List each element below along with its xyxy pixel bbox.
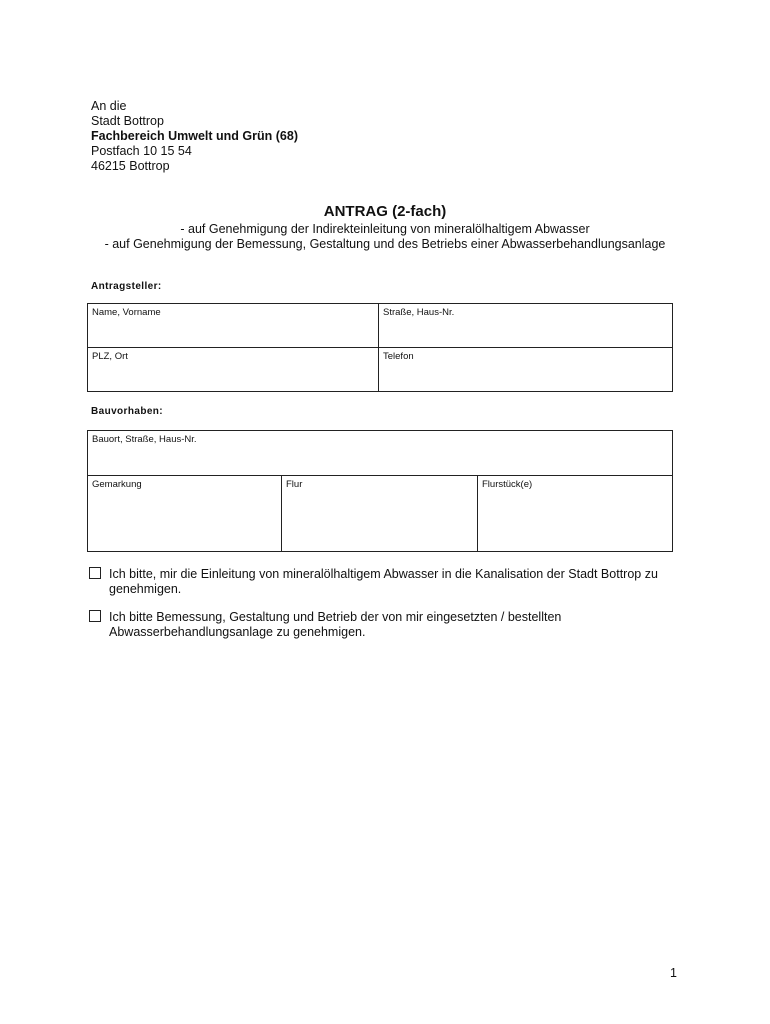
street-field[interactable]: [379, 304, 672, 347]
page-number: 1: [670, 966, 677, 980]
address-line-2: Stadt Bottrop: [91, 114, 164, 128]
address-line-5: 46215 Bottrop: [91, 159, 170, 173]
checkbox-anlage[interactable]: [89, 610, 101, 622]
street-field-label: Straße, Haus-Nr.: [383, 307, 455, 318]
bauvorhaben-table: [87, 430, 673, 552]
address-line-3: Fachbereich Umwelt und Grün (68): [91, 129, 298, 143]
flur-field-label: Flur: [286, 479, 303, 490]
address-line-4: Postfach 10 15 54: [91, 144, 192, 158]
location-field-label: Bauort, Straße, Haus-Nr.: [92, 434, 197, 445]
gemarkung-field[interactable]: [88, 476, 281, 551]
bauvorhaben-heading: Bauvorhaben:: [91, 406, 164, 417]
flurstueck-field[interactable]: [478, 476, 672, 551]
document-title: ANTRAG (2-fach): [323, 203, 447, 220]
recipient-address: [91, 99, 298, 174]
subtitle-2: - auf Genehmigung der Bemessung, Gestaltung und des Betriebs einer Abwasserbehandlungsanlage: [104, 237, 666, 251]
flur-field[interactable]: [282, 476, 477, 551]
city-field-label: PLZ, Ort: [92, 351, 128, 362]
phone-field-label: Telefon: [383, 351, 414, 362]
phone-field[interactable]: [379, 348, 672, 391]
checkbox-einleitung[interactable]: [89, 567, 101, 579]
flurstueck-field-label: Flurstück(e): [482, 479, 533, 490]
antragsteller-table: [87, 303, 673, 392]
location-field[interactable]: [88, 431, 672, 475]
check-text-anlage: Ich bitte Bemessung, Gestaltung und Betrieb der von mir eingesetzten / bestellten Abwasserbehandlungsanlage zu genehmigen.: [109, 610, 562, 639]
address-line-1: An die: [91, 99, 127, 113]
check-text-einleitung: Ich bitte, mir die Einleitung von mineralölhaltigem Abwasser in die Kanalisation der Stadt Bottrop zu genehmigen.: [109, 567, 658, 596]
name-field[interactable]: [88, 304, 378, 347]
antragsteller-heading: Antragsteller:: [91, 281, 162, 292]
subtitle-1: - auf Genehmigung der Indirekteinleitung von mineralölhaltigem Abwasser: [180, 222, 590, 236]
gemarkung-field-label: Gemarkung: [92, 479, 142, 490]
city-field[interactable]: [88, 348, 378, 391]
name-field-label: Name, Vorname: [92, 307, 161, 318]
